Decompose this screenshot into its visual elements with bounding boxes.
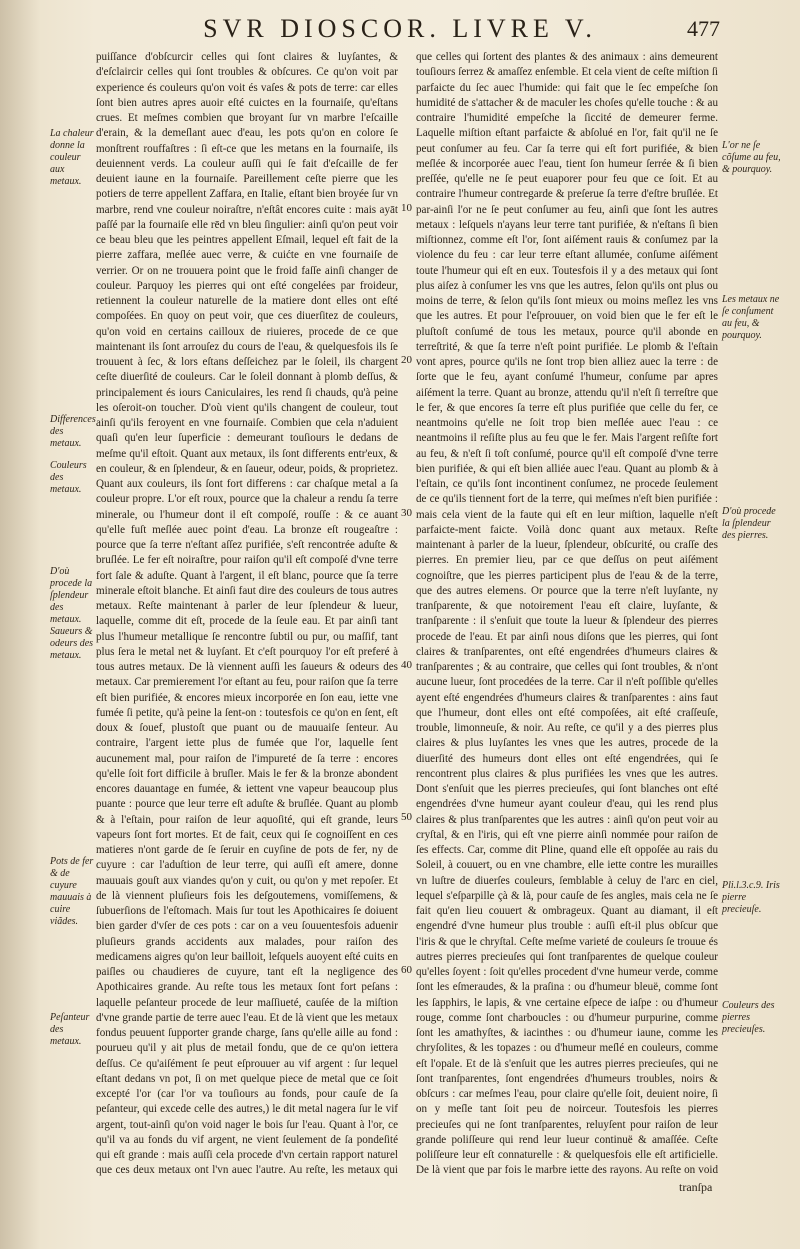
margin-note-left: Saueurs & odeurs des metaux. — [50, 626, 94, 661]
margin-note-left: Differences des metaux. — [50, 414, 96, 449]
page-header — [100, 10, 720, 50]
margin-note-left: La chaleur donne la couleur aux metaux. — [50, 128, 94, 187]
left-column-text: puiſſance d'obſcurcir celles qui ſont claires & luyſantes, & d'eſclaircir celles qui ſont troubles & obſcures. Ce qu'on voit par experience és couleurs qu'on voit és vaſes & pots de terre: car elles ſont bien autres apres auoir eſté cuictes en la fournaiſe, qu'eſtans crues. Et meſmes combien que broyant ſur vn marbre l'eſcaille d'erain, & la demeſlant auec d'eau, les pots qu'on en colore ſe monſtrent rouffaſtres : ſi eſt-ce que les metans en la fournaiſe, ils deuiennent verds. La couleur auſſi qui ſe fait d'eſcaille de fer deuient iaune en la fournaiſe. Pareillement ceſte pierre que les potiers de terre appellent Zaffara, en Italie, eſtant bien broyée ſur vn marbre, rend vne couleur noiraſtre, n'eſtât encores cuite : mais ayāt paſſé par la fournaiſe elle rēd vn bleu ſingulier: ainſi qu'on peut voir ce beau bleu que les peintres appellent Eſmail, lequel eſt fait de la pierre zaffara, meſlée auec verre, & cuićte en vne fournaiſe de verrier. Or on ne trouuera point que le froid faſſe ainſi changer de couleur. Parquoy les pierres qui ont eſté congelées par froideur, retiennent la couleur naturelle de la matiere dont elles ont eſté compoſées. En quoy on peut voir, que ces diuerſitez de couleurs, qu'on void en certains cailloux de riuieres, procede de ce que maintenant ils ſont arrouſez du cours de l'eau, & quelquesfois ils ſe trouuent à ſec, & lors eſtans deſſeichez par le ſoleil, ils chargent ceſte diuerſité de couleurs. Car le ſoleil donnant à plomb deſſus, & principalement és iours Caniculaires, les rend ſi chauds, qu'à peine les oſeroit-on toucher. D'où vient qu'ils changent de couleur, tout ainſi qu'ils feroyent en vne fournaiſe. Combien que cela n'aduient quaſi qu'en leur ſuperficie : demeurant touſiours le dedans de meſme qu'il eſtoit. Quant aux metaux, ils ſont differents entr'eux, & en couleur, & en ſplendeur, & en ſaueur, odeur, poids, & proprietez. Quant aux couleurs, ils ſont fort differens : car chaſque metal a ſa couleur propre. L'or eſt roux, pource que la chaleur a rendu ſa terre minerale, ou l'humeur dont il eſt compoſé, rouſſe : & ce auant qu'elle fuſt meſlée auec point d'eau. La bronze eſt rougeaſtre : pource que ſa terre n'eſtant aſſez purifiée, s'eſt rencontrée aduſte & bruſlée. Le fer eſt noiraſtre, pour raiſon qu'il eſt compoſé d'vne terre fort ſale & aduſte. Quant à l'argent, il eſt blanc, pource que ſa terre minerale eſtoit blanche. Et ainſi faut dire des couleurs de tous autres metaux. Reſte maintenant à parler de leur ſplendeur & lueur, laquelle, comme dit eſt, procede de la ſeule eau. Et par ainſi tant plus l'humeur metallique ſe rencontre ſubtil ou pur, ou maſſif, tant plus ſera le metal net & luyſant. Et c'eſt pourquoy l'or eſt preferé à tous autres metaux. De là viennent auſſi les ſaueurs & odeurs des metaux. Car premierement l'or eſtant au feu, pour raiſon que ſa terre eſt bien purifiée, & encores mieux incorporée en ſon eau, iette vne fumée ſi petite, qu'à peine la ſent-on : toutesfois ce qu'on en ſent, eſt doux & ſouef, plustoſt que puant ou de mauuaiſe ſenteur. Au contraire, l'argent iette plus de fumée que l'or, laquelle ſent aucunement mal, pour raiſon de l'impureté de ſa terre : encores qu'elle ſoit fort difficile à bruſler. Mais le fer & la bronze abondent encores dauantage en fumée, & iettent vne vapeur beaucoup plus puante : pource que leur terre eſt aduſte & bruſlée. Quant au plomb & à l'eſtain, pour raiſon de leur aquoſité, qui eſt grande, leurs vapeurs ſont fort mortes. Et de fait, ceux qui ſe cognoiſſent en ces matieres n'ont garde de ſe ſeruir en cuyſine de pots de fer, ny de cuyure : car l'aduſtion de leur terre, qui auſſi eſt amere, donne mauuais gouſt aux viandes qu'on y cuit, ou qu'on y met repoſer. Et de là viennent pluſieurs fois les deſgoutemens, vomiſſemens, & ſubuerſions de l'eſtomach. Mais ſur tout les Apothicaires ſe doiuent bien garder d'vſer de ces pots : car on a veu ſouuentesfois aduenir pluſieurs grands accidents aux malades, pour raiſon des medicamens aigres qu'on leur bailloit, leſquels auoyent eſté cuits en paiſles ou chaudieres de cuyure, tant eſt la negligence des Apothicaires grande. Au reſte tous les metaux ſont fort peſans : laquelle peſanteur procede de leur maſſiueté, cauſée de la miſtion d'vne grande partie de terre auec l'eau. Et de là vient que les metaux fondus peuuent ſupporter grande charge, ſans qu'elle aille au fond : pourueu qu'il y ait plus de metail fondu, que de ce qu'on iettera deſſus. Ce qu'aiſément ſe peut eſprouuer au vif argent : ſur lequel eſtant dedans vn pot, ſi on met quelque piece de metal que ce ſoit excepté l'or (car l'or va touſiours au fonds, pour cauſe de ſa peſanteur, qui excede celle des autres,) le dit metal nagera ſur le vif argent, tout-ainſi qu'on void nager le bois ſur l'eau. Quant à l'or, ce qu'il va au fonds du vif argent, ne vient ſeulement de ſa pondeſité qui eſt grande : mais auſſi cela procede d'vn certain rapport naturel que ces deux metaux ont l'vn auec l'autre. Au reſte, les metaux qui — [96, 51, 398, 1177]
running-title: SVR DIOSCOR. LIVRE V. — [203, 14, 597, 43]
margin-note-right: Couleurs des pierres precieuſes. — [722, 1000, 775, 1035]
line-number: 40 — [401, 659, 412, 671]
left-text-column — [96, 50, 398, 1180]
margin-note-left: Peſanteur des metaux. — [50, 1012, 90, 1047]
margin-note-right: L'or ne ſe cõſume au feu, & pourquoy. — [722, 140, 781, 175]
line-number: 20 — [401, 354, 412, 366]
line-number: 50 — [401, 811, 412, 823]
page-number: 477 — [687, 16, 720, 41]
line-number: 60 — [401, 964, 412, 976]
line-number: 30 — [401, 507, 412, 519]
margin-note-right: Les metaux ne ſe conſument au feu, & pourquoy. — [722, 294, 780, 341]
margin-note-left: Couleurs des metaux. — [50, 460, 87, 495]
line-number: 10 — [401, 202, 412, 214]
right-column-text: que celles qui ſortent des plantes & des animaux : ains demeurent touſiours ſerrez & amaſſez enſemble. Et cela vient de ceſte miſtion ſi parfaicte du ſec auec l'humide: qui fait que le ſec empeſche ſon humidité de s'attacher & de maculer les choſes qu'elle touche : & au contraire l'humidité empeſche la ſiccité de demeurer ferme. Laquelle miſtion eſtant parfaicte & abſolué en l'or, fait qu'il ne ſe peut conſumer au feu. Car ſa terre qui eſt fort purifiée, & bien meſlée & incorporée auec l'eau, tient ſon humeur ſerrée & ſi bien preſſée, qu'elle ne ſe peut euaporer pour feu que ce ſoit. Et au contraire l'humeur contregarde & preſerue ſa terre d'eſtre bruſlée. Et par-ainſi l'or ne ſe peut conſumer au feu, ainſi que ſont les autres metaux : leſquels n'ayans leur terre tant purifiée, & n'eſtans ſi bien miſtionnez, comme eſt l'or, ſont aiſément rauis & conſumez par la violence du feu : car leur terre eſtant allumée, conſume aiſément toute l'humeur qui eſt en eux. Toutesfois il y a des metaux qui ſont plus aiſez à conſumer les vns que les autres, ſelon qu'ils ont plus ou moins de terre, & ſelon qu'ils ſont mieux ou moins meſlez les vns que les autres. Et pour l'eſprouuer, on void bien que le fer eſt le pluſtoſt conſumé de tous les metaux, pource qu'il abonde en terreſtrité, & que ſa terre n'eſt point purifiée. Le plomb & l'eſtain vont apres, pource qu'ils ne ſont trop bien alliez auec la terre : de ſorte que le feu, ayant conſumé l'humeur, conſume par apres aiſément la terre. Quant au bronze, attendu qu'il n'eſt ſi terreſtre que le fer, & que encores ſa terre eſt plus purifiée que celle du fer, ce neantmoins qu'elle ne ſoit trop bien meſlée auec l'eau : ce neantmoins il reſiſte plus au feu que le fer. Mais l'argent reſiſte fort au feu, & n'eſt ſi toſt conſumé, pource qu'il eſt compoſé d'vne terre bien purifiée, & qui eſt bien alliée auec l'eau. Quant au plomb & à l'eſtain, ce qu'ils ſont incontinent conſumez, ne procede ſeulement de ce qu'ils tiennent fort de la terre, qui meſmes n'eſt bien purifiée : mais cela vient de la faute qui eſt en leur miſtion, laquelle n'eſt parfaicte-ment faicte. Voilà donc quant aux metaux. Reſte maintenant à parler de la lueur, ſplendeur, obſcurité, ou craſſe des pierres. En premier lieu, par ce que deſſus on peut aiſément cognoiſtre, que les pierres participent plus de l'eau & de la terre, que des autres elemens. Or pource que la terre n'eſt luyſante, ny tranſparente, & que notoirement l'eau eſt claire, luyſante, & tranſparente : il s'enſuit que toute la lueur & ſplendeur des pierres procede de l'eau. Et par ainſi nous diſons que les pierres, qui ſont claires & tranſparentes, ont eſté engendrées d'humeurs claires & tranſparentes ; & au contraire, que celles qui ſont troubles, & n'ont aucune lueur, ſont procedées de la terre. Car il n'eſt poſſible qu'elles ayent eſté engendrées d'humeurs claires & tranſparentes : ains faut que l'humeur, dont elles ont eſté compoſées, ait eſté craſſeuſe, trouble, limonneuſe, & noir. Au reſte, ce qu'il y a des pierres plus claires & plus luyſantes les vnes que les autres, procede de la diuerſité des humeurs dont elles ont eſté engendrées, qui ſe rencontrent plus claires & plus purifiées les vnes que les autres. Dont s'enſuit que les pierres precieuſes, qui ſont blanches ont eſté engendrées d'vne humeur ayant couleur d'eau, qui les rend plus claires & plus tranſparentes que les autres : ainſi qu'on peut voir au cryſtal, & en l'iris, qui eſt vne pierre ainſi nommée pour raiſon de ſes effects. Car, comme dit Pline, quand elle eſt oppoſée au rais du Soleil, à couuert, ou en vne chambre, elle iette contre les murailles vn luſtre de diuerſes couleurs, ſemblable à celuy de l'arc en ciel, lequel s'eſparpille çà & là, pour cauſe de ſes angles, mais cela ne ſe fait qu'en lieu couuert & ombrageux. Quant au diamant, il eſt engendré d'vne humeur plus trouble : auſſi eſt-il plus obſcur que l'iris & que le chryſtal. Ceſte meſme varieté de couleurs ſe trouue és autres pierres precieuſes qui ſont tranſparentes de quelque couleur qu'elles ſoyent : ſoit qu'elles procedent d'vne humeur verde, comme ſont les eſmeraudes, & la praſina : ou d'humeur bleuë, comme ſont les ſapphirs, le lapis, & vne certaine eſpece de iaſpe : ou d'humeur rouge, comme ſont charboucles : ou d'humeur purpurine, comme ſont les amathyſtes, & iacinthes : ou d'humeur iaune, comme les chryſolites, & les topazes : ou d'humeur meſlé en couleurs, comme eſt l'opale. Et de là s'enſuit que les autres pierres precieuſes, qui ne ſont tranſparentes, ſont engendrées d'humeurs troubles, noirs & obſcurs : car meſmes l'eau, pour claire qu'elle ſoit, deuient noire, ſi on y meſle tant ſoit peu de noirceur. Toutesfois les pierres precieuſes qui ne ſont tranſparentes, reluyſent pour raiſon de leur grande poliſſeure qui rend leur lueur continuë & amaſſée. Ceſte poliſſeure leur eſt connaturelle : & quelquesfois elle eſt artificielle. De là vient que par fois le marbre iette des rayons. Au reſte on void — [416, 51, 718, 1177]
right-text-column — [416, 50, 718, 1180]
margin-note-right: D'où procede la ſplendeur des pierres. — [722, 506, 776, 541]
catchword: tranſpa — [679, 1180, 713, 1194]
binding-shadow — [0, 0, 40, 1249]
margin-note-right: Pli.l.3.c.9. Iris pierre precieuſe. — [722, 880, 780, 915]
margin-note-left: D'où procede la ſplendeur des metaux. — [50, 566, 93, 625]
margin-note-left: Pots de fer & de cuyure mauuais à cuire viãdes. — [50, 856, 94, 927]
